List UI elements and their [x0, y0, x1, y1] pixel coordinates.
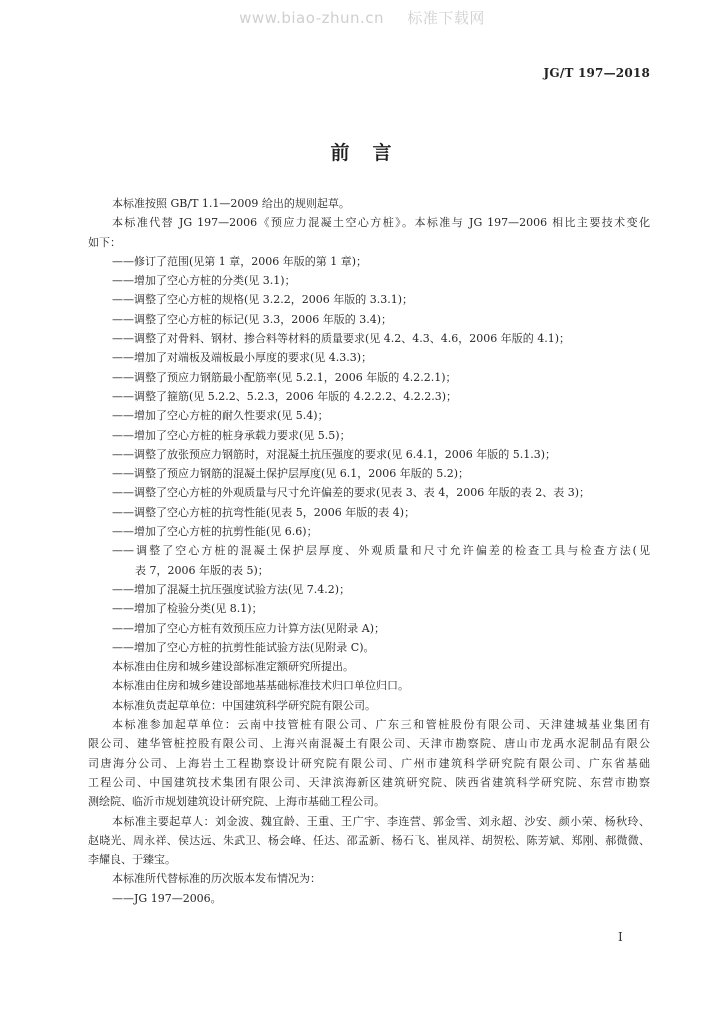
replacement-paragraph-line: 如下：: [88, 235, 121, 249]
watermark-site-name: 标准下载网: [407, 9, 485, 27]
participating-units-line: 测绘院、临沂市规划建筑设计研究院、上海市基础工程公司。: [88, 795, 385, 809]
change-item: ——增加了空心方桩的耐久性要求(见 5.4)；: [112, 409, 329, 423]
watermark: [0, 7, 724, 28]
participating-units-line: 司唐海分公司、上海岩土工程勘察设计研究院有限公司、广州市建筑科学研究院有限公司、广东省基础: [88, 756, 650, 770]
change-item: ——增加了空心方桩的桩身承载力要求(见 5.5)；: [112, 428, 351, 442]
change-item: ——增加了空心方桩的抗剪性能试验方法(见附录 C)。: [112, 640, 375, 654]
preface-body: [88, 194, 650, 908]
standard-code: JG/T 197—2018: [543, 66, 650, 80]
change-item: ——调整了空心方桩的混凝土保护层厚度、外观质量和尺寸允许偏差的检查工具与检查方法(见: [112, 544, 650, 558]
participating-units-line: 本标准参加起草单位：云南中技管桩有限公司、广东三和管桩股份有限公司、天津建城基业集团有: [112, 718, 650, 732]
participating-units-line: 工程公司、中国建筑技术集团有限公司、天津滨海新区建筑研究院、陕西省建筑科学研究院、东营市勘察: [88, 775, 650, 789]
change-item: ——调整了空心方桩的标记(见 3.3，2006 年版的 3.4)；: [112, 312, 393, 326]
page-title: 前 言: [330, 142, 394, 164]
page-number: I: [618, 930, 623, 944]
change-item-continuation: 表 7，2006 年版的表 5)；: [135, 563, 269, 577]
main-drafters-line: 赵晓光、周永祥、侯达远、朱武卫、杨会峰、任达、邵孟新、杨石飞、崔凤祥、胡贺松、陈芳斌、郑刚、郝微微、: [88, 833, 650, 847]
replacement-paragraph-line: 本标准代替 JG 197—2006《预应力混凝土空心方桩》。本标准与 JG 197—2006 相比主要技术变化: [112, 216, 650, 230]
change-item: ——增加了检验分类(见 8.1)；: [112, 602, 263, 616]
change-item: ——调整了放张预应力钢筋时，对混凝土抗压强度的要求(见 6.4.1，2006 年版的 5.1.3)；: [112, 447, 557, 461]
previous-editions-intro: 本标准所代替标准的历次版本发布情况为：: [112, 872, 321, 886]
previous-edition-item: ——JG 197—2006。: [112, 891, 222, 905]
change-item: ——增加了混凝土抗压强度试验方法(见 7.4.2)；: [112, 582, 351, 596]
change-item: ——修订了范围(见第 1 章，2006 年版的第 1 章)；: [112, 254, 368, 268]
change-item: ——增加了空心方桩的抗剪性能(见 6.6)；: [112, 525, 318, 539]
participating-units-line: 限公司、建华管桩控股有限公司、上海兴南混凝土有限公司、天津市勘察院、唐山市龙禹水泥制品有限公: [88, 737, 650, 751]
change-item: ——调整了空心方桩的抗弯性能(见表 5，2006 年版的表 4)；: [112, 505, 416, 519]
watermark-url: www.biao-zhun.cn: [239, 9, 385, 27]
jurisdiction-paragraph: 本标准由住房和城乡建设部地基基础标准技术归口单位归口。: [112, 679, 409, 693]
change-item: ——调整了预应力钢筋的混凝土保护层厚度(见 6.1，2006 年版的 5.2)；: [112, 467, 470, 481]
chief-drafting-unit-paragraph: 本标准负责起草单位：中国建筑科学研究院有限公司。: [112, 698, 376, 712]
change-item: ——调整了空心方桩的规格(见 3.2.2，2006 年版的 3.3.1)；: [112, 293, 414, 307]
main-drafters-line: 本标准主要起草人：刘金波、魏宜龄、王重、王广宇、李连营、郭金雪、刘永超、沙安、颜小荣、杨秋玲、: [112, 814, 650, 828]
drafting-rules-paragraph: 本标准按照 GB/T 1.1—2009 给出的规则起草。: [112, 197, 350, 210]
change-item: ——调整了预应力钢筋最小配筋率(见 5.2.1，2006 年版的 4.2.2.1)；: [112, 370, 457, 384]
change-item: ——增加了对端板及端板最小厚度的要求(见 4.3.3)；: [112, 351, 373, 365]
change-item: ——调整了箍筋(见 5.2.2、5.2.3，2006 年版的 4.2.2.2、4.2.2.3)；: [112, 389, 458, 403]
change-item: ——增加了空心方桩的分类(见 3.1)；: [112, 274, 296, 288]
change-item: ——调整了对骨料、钢材、掺合料等材料的质量要求(见 4.2、4.3、4.6，2006 年版的 4.1)；: [112, 332, 571, 346]
change-item: ——增加了空心方桩有效预压应力计算方法(见附录 A)；: [112, 621, 386, 635]
proposed-by-paragraph: 本标准由住房和城乡建设部标准定额研究所提出。: [112, 660, 354, 674]
main-drafters-line: 李耀良、于臻宝。: [88, 853, 176, 867]
change-item: ——调整了空心方桩的外观质量与尺寸允许偏差的要求(见表 3、表 4，2006 年版的表 2、表 3)；: [112, 486, 591, 500]
